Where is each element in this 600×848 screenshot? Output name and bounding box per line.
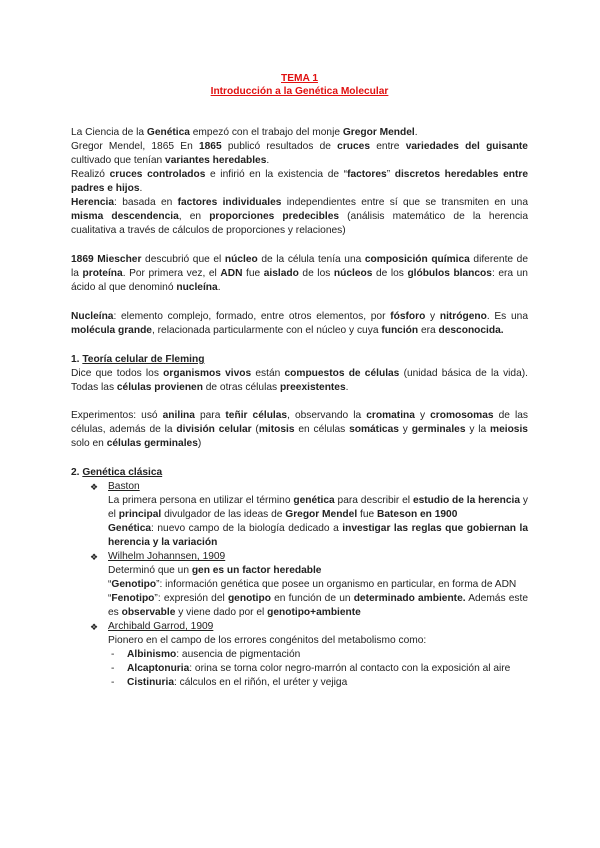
diamond-bullet-icon: ❖ [90,622,99,632]
garrod-item-cistinuria: - Cistinuria: cálculos en el riñón, el uréter y vejiga [111,677,348,688]
section-1-paragraph-2: Experimentos: usó anilina para teñir células, observando la cromatina y cromosomas de las células, además de la división celular (mitosis en células somáticas y germinales y la meiosis solo en células germinales) [71,410,528,449]
section-2-heading: 2. Genética clásica [71,467,163,478]
dash-bullet: - [111,649,115,660]
johannsen-paragraph-1: Determinó que un gen es un factor heredable [108,565,322,576]
dash-bullet: - [111,677,115,688]
document-title [71,72,528,98]
intro-paragraph-1: La Ciencia de la Genética empezó con el trabajo del monje Gregor Mendel. [71,127,418,138]
garrod-item-alcaptonuria: - Alcaptonuria: orina se torna color negro-marrón al contacto con la exposición al aire [111,663,511,674]
johannsen-paragraph-2: “Genotipo”: información genética que posee un organismo en particular, en forma de ADN [108,579,517,590]
diamond-bullet-icon: ❖ [90,482,99,492]
johannsen-paragraph-3: “Fenotipo”: expresión del genotipo en función de un determinado ambiente. Además este es observable y viene dado por el genotipo+ambiente [108,593,528,618]
baston-entry [71,480,528,550]
dash-bullet: - [111,663,115,674]
baston-paragraph-1: La primera persona en utilizar el término genética para describir el estudio de la herencia y el principal divulgador de las ideas de Gregor Mendel fue Bateson en 1900 [108,495,528,520]
section-1-heading: 1. Teoría celular de Fleming [71,354,205,365]
intro-paragraph-2: Gregor Mendel, 1865 En 1865 publicó resultados de cruces entre variedades del guisante cultivado que tenían variantes heredables. [71,141,528,166]
garrod-name: Archibald Garrod, 1909 [108,621,214,632]
baston-paragraph-2: Genética: nuevo campo de la biología dedicado a investigar las reglas que gobiernan la herencia y la variación [108,523,528,548]
title-line-1: TEMA 1 [281,73,318,84]
miescher-paragraph: 1869 Miescher descubrió que el núcleo de la célula tenía una composición química diferente de la proteína. Por primera vez, el ADN fue aislado de los núcleos de los glóbulos blancos: era un ácido al que denominó nucleína. [71,254,528,293]
document-page [71,72,528,690]
garrod-item-albinismo: - Albinismo: ausencia de pigmentación [111,649,301,660]
intro-paragraph-3: Realizó cruces controlados e infirió en la existencia de “factores” discretos heredables entre padres e hijos. [71,169,528,194]
johannsen-name: Wilhelm Johannsen, 1909 [108,551,226,562]
garrod-intro: Pionero en el campo de los errores congénitos del metabolismo como: [108,635,427,646]
section-1-paragraph-1: Dice que todos los organismos vivos están compuestos de células (unidad básica de la vida). Todas las células provienen de otras células preexistentes. [71,368,528,393]
diamond-bullet-icon: ❖ [90,552,99,562]
garrod-entry [71,620,528,648]
johannsen-entry [71,550,528,620]
intro-paragraph-4: Herencia: basada en factores individuales independientes entre sí que se transmiten en una misma descendencia, en proporciones predecibles (análisis matemático de la herencia cualitativa a través de cálculos de proporciones y relaciones) [71,197,529,236]
baston-name: Baston [108,481,140,492]
title-line-2: Introducción a la Genética Molecular [210,86,389,97]
nucleina-paragraph: Nucleína: elemento complejo, formado, entre otros elementos, por fósforo y nitrógeno. Es una molécula grande, relacionada particularmente con el núcleo y cuya función era desconocida. [71,311,528,336]
